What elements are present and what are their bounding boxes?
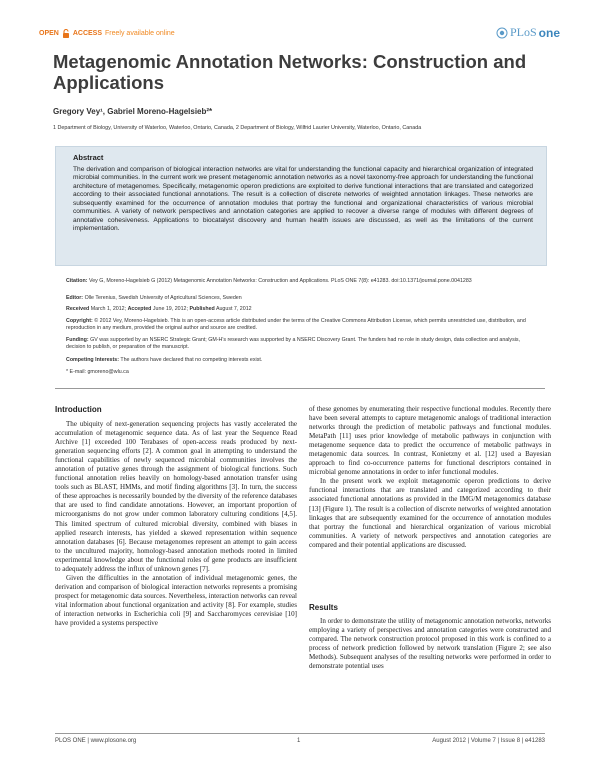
results-paragraph-1: In order to demonstrate the utility of metagenomic annotation networks, networks employing a variety of perspectives and annotation categories were constructed and compared. The network construction protocol proposed in this work is confined to a process of network prediction followed by network translation (Figure 2; see also Methods). Subsequent analyses of the resulting networks were performed in order to demonstrate potential uses (309, 617, 551, 671)
results-heading: Results (309, 603, 338, 612)
intro-paragraph-4: In the present work we exploit metagenomic operon predictions to derive functional interactions that are translated and categorized according to their associated functional annotations as provided in the IMG/M metagenomics database [13] (Figure 1). The result is a collection of discrete networks of weighted annotation linkages that are subsequently examined for the occurrence of annotation modules that portray the functional and hierarchical organization of various microbial communities. A variety of network perspectives and annotation categories are compared and their potential applications are discussed. (309, 477, 551, 549)
introduction-right-column (309, 405, 551, 550)
journal-logo (496, 25, 560, 40)
competing-interests: Competing Interests: The authors have declared that no competing interests exist. (66, 357, 263, 363)
footer-page-number: 1 (297, 738, 301, 744)
editor: Editor: Olle Terenius, Swedish University of Agricultural Sciences, Sweden (66, 295, 242, 301)
footer-issue-info: August 2012 | Volume 7 | Issue 8 | e41283 (432, 738, 545, 744)
abstract-text: The derivation and comparison of biological interaction networks are vital for understanding the functional capacity and hierarchical organization of integrated microbial communities. In the current work we present metagenomic annotation networks as a novel taxonomy-free approach for understanding the functional architecture of metagenomes. Specifically, metagenomic operon predictions are exploited to derive functional interactions that are translated and categorized according to their associated functional annotations. The result is a collection of discrete networks of weighted annotation linkages. These networks are subsequently examined for the occurrence of annotation modules that portray the functional and organizational characteristics of various microbial communities. A variety of network perspectives and annotation categories are applied to recover a diverse range of modules with different degrees of annotative cohesiveness. Applications to biocatalyst discovery and human health issues are discussed, as well as the limitations of the current implementation. (73, 166, 533, 233)
footer-journal-url[interactable]: PLOS ONE | www.plosone.org (55, 738, 137, 744)
email: * E-mail: gmoreno@wlu.ca (66, 369, 129, 375)
logo-plos-text: PLoS (509, 25, 537, 39)
access-word: ACCESS (72, 30, 103, 37)
open-word: OPEN (39, 30, 59, 37)
freely-available-text: Freely available online (105, 30, 175, 37)
intro-paragraph-2: Given the difficulties in the annotation of individual metagenomic genes, the derivation and comparison of biological interaction networks represents a promising prospect for metagenomic data sources. Nevertheless, interaction networks can reveal vital information about functional organization and activity [8]. For example, studies of interaction networks in Escherichia coli [9] and Saccharomyces cerevisiae [10] have provided a systems perspective (55, 573, 297, 628)
abstract-heading: Abstract (73, 153, 104, 162)
introduction-left-column (55, 420, 297, 628)
results-column (309, 617, 551, 671)
dates: Received March 1, 2012; Accepted June 19, 2012; Published August 7, 2012 (66, 306, 252, 312)
plos-logo-icon (496, 27, 508, 39)
introduction-heading: Introduction (55, 405, 102, 414)
intro-paragraph-3: of these genomes by enumerating their respective functional modules. Recently there have been several attempts to capture metagenomic analogs of traditional interaction networks through the prediction of metabolic pathways and functional modules. MetaPath [11] uses prior knowledge of metabolic pathways in conjunction with metagenome sequence data to predict the occurrence of metabolic pathways in metagenomic data sources. In contrast, Konietzny et al. [12] used a Bayesian approach to find co-occurrence patterns for functional descriptors contained in microbial genome annotations in order to infer functional modules. (309, 405, 551, 477)
affiliations: 1 Department of Biology, University of Waterloo, Waterloo, Ontario, Canada, 2 Department of Biology, Wilfrid Laurier University, Waterloo, Ontario, Canada (53, 125, 422, 131)
intro-paragraph-1: The ubiquity of next-generation sequencing projects has vastly accelerated the accumulation of metagenomic sequence data. As of last year the Sequence Read Archive [1] exceeded 100 Terabases of open-access reads produced by next-generation sequencing efforts [2]. A common goal in attempting to understand the functional capabilities of newly sequenced microbial communities involves the annotation of putative genes through the assignment of biological functions. Such functional annotation relies heavily on homology-based annotation transfer using tools such as BLAST, HMMs, and motif finding algorithms [3]. In turn, the success of these approaches is necessarily bounded by the diversity of the reference databases that are used to find candidate annotations. However, an important proportion of microorganisms do not grow under common laboratory culturing conditions [4,5]. This limited spectrum of cultured microbial diversity, combined with biases in applied research interests, has yielded a skewed representation within sequence annotation databases [6]. Because metagenomes represent an attempt to gain access to the uncultured majority, homology-based annotation methods rooted in limited experimental knowledge about the functional roles of gene products are insufficient to adequately address the influx of unknown genes [7]. (55, 420, 297, 573)
footer-divider (55, 733, 545, 734)
article-title: Metagenomic Annotation Networks: Construction and Applications (53, 51, 527, 93)
author-list: Gregory Vey¹, Gabriel Moreno-Hagelsieb²* (53, 107, 213, 116)
funding: Funding: GV was supported by an NSERC Strategic Grant; GM-H's research was supported by a NSERC Discovery Grant. The funders had no role in study design, data collection and analysis, decision to publish, or preparation of the manuscript. (66, 337, 521, 350)
open-lock-icon (62, 29, 70, 38)
citation: Citation: Vey G, Moreno-Hagelsieb G (2012) Metagenomic Annotation Networks: Construction and Applications. PLoS ONE 7(8): e41283. doi:10.1371/journal.pone.0041283 (66, 278, 472, 284)
open-access-badge (39, 29, 175, 38)
meta-divider (55, 388, 545, 389)
logo-one-text: one (538, 25, 560, 40)
copyright: Copyright: © 2012 Vey, Moreno-Hagelsieb. This is an open-access article distributed under the terms of the Creative Commons Attribution License, which permits unrestricted use, distribution, and reproduction in any medium, provided the original author and source are credited. (66, 318, 526, 331)
